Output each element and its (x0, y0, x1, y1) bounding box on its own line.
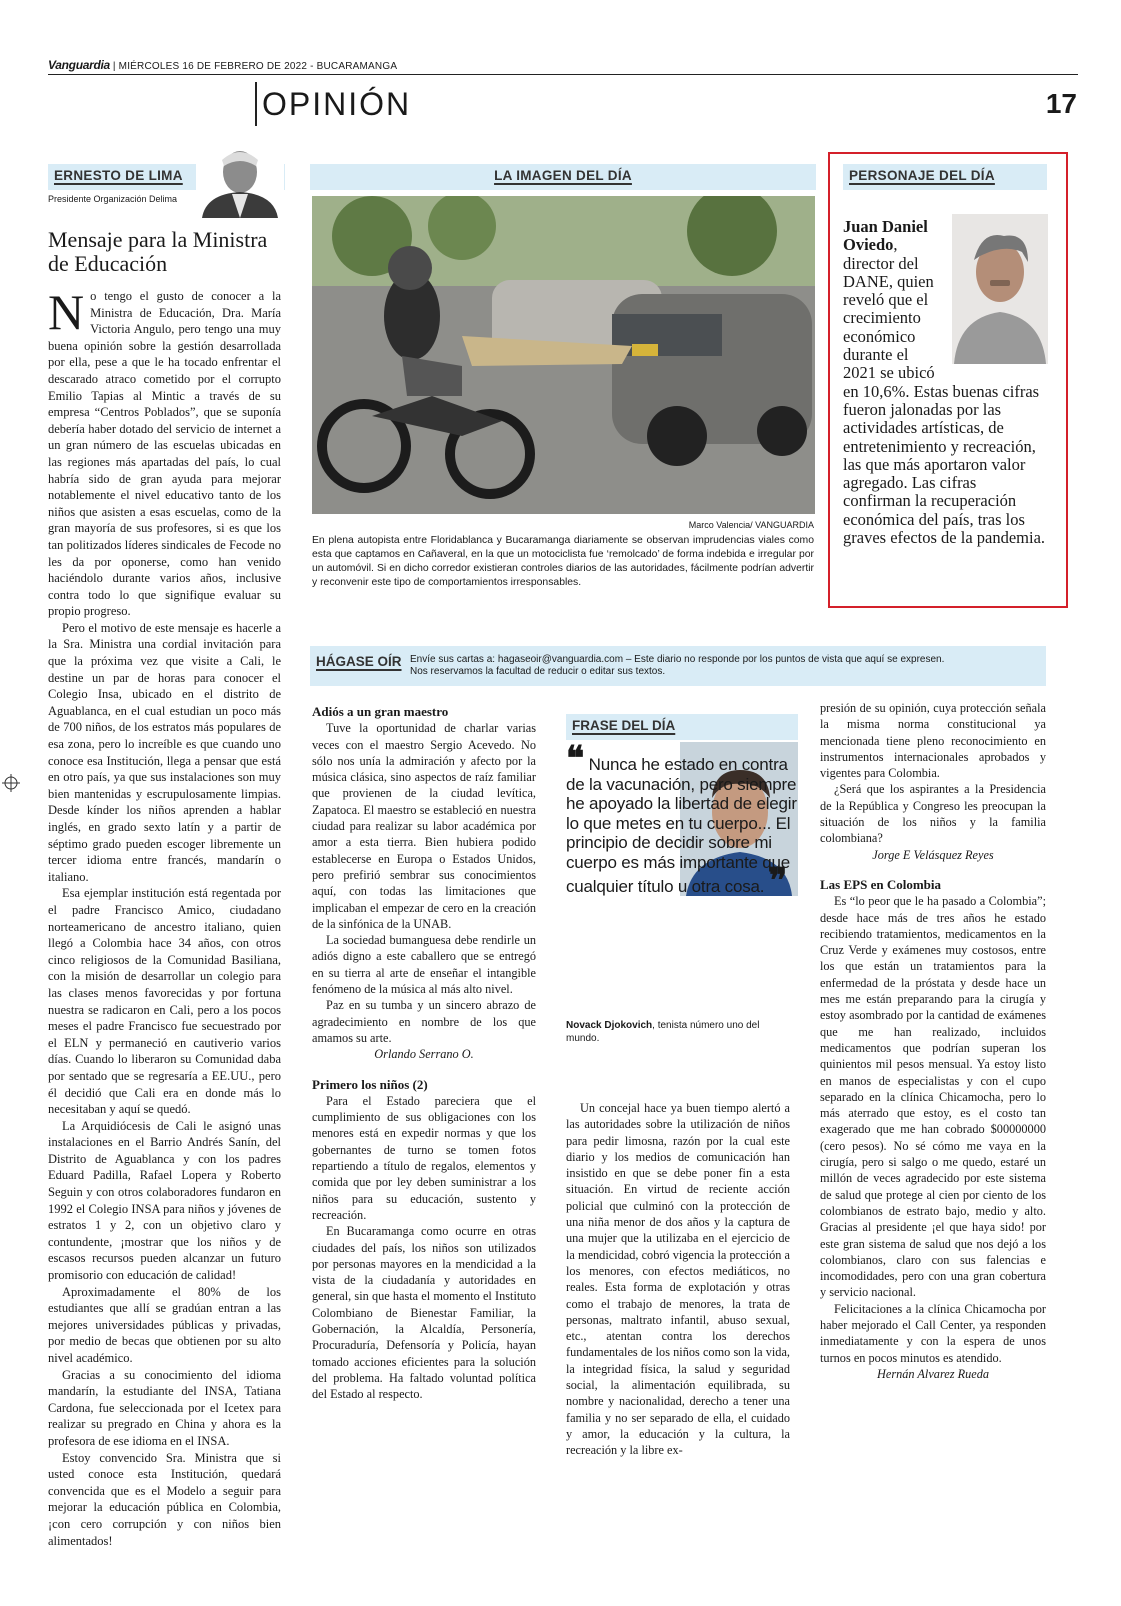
letter-2-paragraph-4: presión de su opinión, cuya protección señala la misma norma constitucional ya mencionada tiene pleno reconocimiento en instrumentos internacionales aprobados y vigentes para Colombia. (820, 701, 1046, 781)
letter-1-signature: Orlando Serrano O. (374, 1047, 474, 1062)
section-title: OPINIÓN (262, 86, 412, 122)
personaje-name: Juan Daniel Oviedo (843, 217, 928, 255)
personaje-header: PERSONAJE DEL DÍA (849, 168, 995, 183)
letter-3-title: Las EPS en Colombia (820, 876, 941, 892)
letters-col-3 (820, 700, 1046, 1382)
hagase-band (310, 646, 1046, 686)
letters-col-2 (566, 1100, 790, 1459)
personaje-float-spacer (943, 218, 1047, 368)
open-quote-icon: ❝ (566, 741, 585, 778)
masthead-date: MIÉRCOLES 16 DE FEBRERO DE 2022 - BUCARAMANGA (118, 61, 398, 72)
masthead-separator: | (112, 61, 119, 72)
hagase-note (410, 654, 1040, 678)
hagase-header: HÁGASE OÍR (316, 654, 402, 669)
column-body (48, 284, 281, 1549)
imagen-credit: Marco Valencia/ VANGUARDIA (688, 520, 814, 530)
letter-1-paragraph-2: La sociedad bumanguesa debe rendirle un adiós digno a este caballero que se entregó en su tierra al arte de enseñar el intangible fenómeno de la música al más alto nivel. (312, 933, 536, 997)
hagase-line-1: Envíe sus cartas a: hagaseoir@vanguardia.com – Este diario no responde por los puntos de vista que aquí se expresen. (410, 654, 945, 665)
masthead (48, 58, 1078, 72)
frase-band (566, 714, 798, 740)
masthead-brand: Vanguardia (48, 58, 110, 72)
letter-1-title: Adiós a un gran maestro (312, 704, 449, 719)
letter-2-signature: Jorge E Velásquez Reyes (872, 847, 994, 862)
imagen-caption: En plena autopista entre Floridablanca y Bucaramanga diariamente se observan imprudencias viales como esta que captamos en Cañaveral, en la que un motociclista fue ‘remolcado’ de forma indebida e irregular por un automóvil. Si en dicho corredor existieran controles diarios de las autoridades, fácilmente podrían advertir y reconvenir este tipo de comportamientos irresponsables. (312, 535, 814, 588)
frase-quote-block (566, 741, 806, 900)
letters-col-1 (312, 700, 536, 1402)
section-bar (255, 82, 257, 126)
letter-2-paragraph-5: ¿Será que los aspirantes a la Presidencia de la República y Congreso les preocupan la situación de los niños y la familia colombiana? (820, 782, 1046, 846)
imagen-band (310, 164, 816, 190)
letter-1-paragraph-3: Paz en su tumba y un sincero abrazo de agradecimiento en nombre de los que amamos su arte. (312, 998, 536, 1045)
letter-2-paragraph-2: En Bucaramanga como ocurre en otras ciudades del país, los niños son utilizados por personas mayores en la mendicidad a la vista de la ciudadanía y autoridades en general, sin que hasta el momento el Instituto Colombiano de Bienestar Familiar, la Gobernación, la Alcaldía, Personería, Procuraduría, Defensoría y Policía, hayan tomado acciones eficientes para la solución del problema. Ha faltado voluntad política del Estado al respecto. (312, 1224, 536, 1402)
frase-author: Novack Djokovich (566, 1020, 653, 1031)
column-paragraph-1: No tengo el gusto de conocer a la Ministra de Educación, Dra. María Victoria Angulo, pero tengo una muy buena opinión sobre la gestión desarrollada por ella, pese a que le ha tocado enfrentar el descarado atraco cometido por el corrupto Emilio Tapias al Mintic a través de su empresa “Centros Poblados”, que se suponía debería haber dotado del servicio de internet a un gran número de las escuelas ubicadas en las regiones más apartadas del país, lo cual habría sido de gran ayuda para mejorar notablemente el nivel educativo tanto de los niños que asisten a esas escuelas, como de la gran mayoría de sus profesores, si es que los tan politizados líderes sindicales de Fecode no les da por oponerse, como han venido haciéndolo durante varios años, inclusive contra todo lo que signifique evaluar su propio progreso. (48, 284, 281, 619)
masthead-rule (48, 74, 1078, 75)
letter-2-title: Primero los niños (2) (312, 1076, 428, 1092)
letter-2-paragraph-1: Para el Estado pareciera que el cumplimiento de sus obligaciones con los menores está en expedir normas y que los gobernantes de turno se tomen fotos repartiendo a título de regalos, elementos y comida que por ley deben suministrar a los niños para su educación, sustento y recreación. (312, 1093, 536, 1222)
imagen-photo (312, 196, 815, 514)
frase-header: FRASE DEL DÍA (572, 718, 676, 733)
frase-attribution (566, 1020, 766, 1045)
hagase-line-2: Nos reservamos la facultad de reducir o editar sus textos. (410, 666, 666, 677)
personaje-text: , director del DANE, quien reveló que el crecimiento económico durante el 2021 se ubicó en 10,6%. Estas buenas cifras fueron jalonadas por las actividades artísticas, de entretenimiento y recreación, las que más aportaron valor agregado. Las cifras confirman la recuperación económica del país, tras los graves efectos de la pandemia. (843, 235, 1046, 548)
letter-3-paragraph-2: Felicitaciones a la clínica Chicamocha por haber mejorado el Call Center, ya responden inmediatamente y con la espera de unos turnos en pocos minutos es atendido. (820, 1301, 1046, 1365)
letter-3-signature: Hernán Alvarez Rueda (876, 1366, 990, 1381)
drop-cap: N (48, 284, 85, 340)
author-name: ERNESTO DE LIMA (54, 168, 183, 183)
column-paragraph-6: Gracias a su conocimiento del idioma mandarín, la estudiante del INSA, Tatiana Cardona, fue seleccionada por el Icetex para realizar su pregrado en China y ahora es la profesora de ese idioma en el INSA. (48, 1367, 281, 1448)
frase-author-role: , tenista número uno del mundo. (566, 1020, 760, 1044)
author-role: Presidente Organización Delima (48, 194, 178, 204)
column-paragraph-7: Estoy convencido Sra. Ministra que si usted conoce esta Institución, quedará convencida que es el Modelo a seguir para mejorar la educación pública en Colombia, ¡con cero corrupción y con niños bien alimentados! (48, 1450, 281, 1548)
column-paragraph-3: Esa ejemplar institución está regentada por el padre Francisco Amico, ciudadano norteamericano de ancestro italiano, quien llegó a Colombia hace 34 años, con otros cinco religiosos de la Comunidad Basiliana, con la misión de desarrollar un colegio para las clases menos favorecidas y por fortuna nuestra se radicaron en Cali, pero a los pocos meses el padre Francisco fue secuestrado por el ELN y permaneció en cautiverio varios días. Cuando lo liberaron su Comunidad daba por sentado que se regresaría a EE.UU., pero él decidió que Cali era en donde más lo necesitaban y aquí se quedó. (48, 886, 281, 1117)
column-paragraph-2: Pero el motivo de este mensaje es hacerle a la Sra. Ministra una cordial invitación para que la próxima vez que visite a Cali, le destine un par de horas para conocer el Colegio Insa, ubicado en el distrito de Aguablanca, en el cual estudian un poco más de 700 niños, de los estratos más populares de esa zona, pero lo increíble es que cuando uno conoce esa Institución, llega a pensar que está en otro país, ya que sus instalaciones son muy bien mantenidas y escrupulosamente limpias. Desde kínder los niños aprenden a hablar inglés, en grado sexto latín y a partir de séptimo grado pueden escoger libremente un tercer idioma entre francés, mandarín o italiano. (48, 620, 281, 884)
page-number: 17 (1045, 88, 1077, 119)
registration-mark-icon (2, 774, 20, 792)
author-portrait (196, 142, 284, 218)
column-paragraph-4: La Arquidiócesis de Cali le asignó unas instalaciones en el Barrio Andrés Sanín, del Distrito de Aguablanca y con los padres Eduard Padilla, Rafael Lopera y Roberto Seguin y con otros colaboradores fundaron en 1992 el Colegio INSA para niños y jóvenes de estratos 1 y 2, con un objetivo claro y contundente, ¡mostrar que los niños y de escasos recursos pueden alcanzar un futuro promisorio con educación de calidad! (48, 1118, 281, 1283)
column-paragraph-5: Aproximadamente el 80% de los estudiantes que allí se gradúan entran a las mejores universidades públicas y privadas, por medio de becas que obtienen por su alto nivel académico. (48, 1284, 281, 1365)
letter-2-paragraph-3: Un concejal hace ya buen tiempo alertó a las autoridades sobre la utilización de niños para pedir limosna, razón por la cual este diario y los medios de comunicación han insistido en que se debe poner fin a esta situación. En virtud de reciente acción policial que culminó con la protección de una niña menor de dos años y la captura de una mujer que la utilizaba en el ejercicio de la mendicidad, cobró vigencia la protección a los menores, con efectos mediáticos, no reales. Esta forma de explotación y otras como el trabajo de menores, la trata de personas, maltrato infantil, abuso sexual, etc., atentan contra los derechos fundamentales de los niños como son la vida, la integridad física, la salud y seguridad social, la alimentación equilibrada, su nombre y nacionalidad, derecho a tener una familia y no ser separado de ella, el cuidado y amor, la educación y la cultura, la recreación y la libre ex- (566, 1101, 790, 1458)
letter-1-paragraph-1: Tuve la oportunidad de charlar varias veces con el maestro Sergio Acevedo. No sólo nos unía la admiración y afecto por la música clásica, sino aspectos de raíz familiar que provienen de la ciudad levítica, Zapatoca. El maestro se estableció en nuestra ciudad para realizar su labor académica por amor a esta tierra. Bien hubiera podido establecerse en Europa o Estados Unidos, pero prefirió sembrar sus conocimientos aquí, con todas las limitaciones que implicaban el empezar de cero en la creación de la sinfónica de la UNAB. (312, 721, 536, 931)
imagen-header: LA IMAGEN DEL DÍA (494, 168, 632, 183)
frase-quote: Nunca he estado en contra de la vacunación, pero siempre he apoyado la libertad de elegir lo que metes en tu cuerpo... El principio de decidir sobre mi cuerpo es más importante que cualquier título u otra cosa. (566, 755, 797, 896)
close-quote-icon: ❞ (768, 863, 787, 900)
column-title: Mensaje para la Ministra de Educación (48, 227, 268, 276)
letter-3-paragraph-1: Es “lo peor que le ha pasado a Colombia”; desde hace más de tres años he estado recibiendo tratamientos, medicamentos en la Cruz Verde y exámenes muy costosos, entre los que están un tratamientos para la enfermedad de la próstata y desde hace un mes me están preparando para la cirugía y estoy asombrado por la cantidad de exámenes que me han realizado, incluidos medicamentos que podrían superan los quinientos mil pesos mensual. Ya estoy listo en manos de especialistas y con el cupo separado en la clínica Chicamocha, pero lo más aterrado que estoy, es el costo tan exagerado que me han cobrado $00000000 (cero pesos). No sé cómo me vaya en la cirugía, pero si salgo o me quedo, estaré un millón de veces agradecido por este sistema de salud que protege al cien por ciento de los colombianos de estrato bajo, medio y alto. Gracias al presidente ¡el que haya sido! por este gran sistema de salud que nos dejó a los colombianos, claro con sus falencias e incomodidades, pero con una gran cobertura y servicio nacional. (820, 894, 1046, 1300)
personaje-body (843, 218, 1047, 547)
personaje-band (843, 164, 1047, 190)
